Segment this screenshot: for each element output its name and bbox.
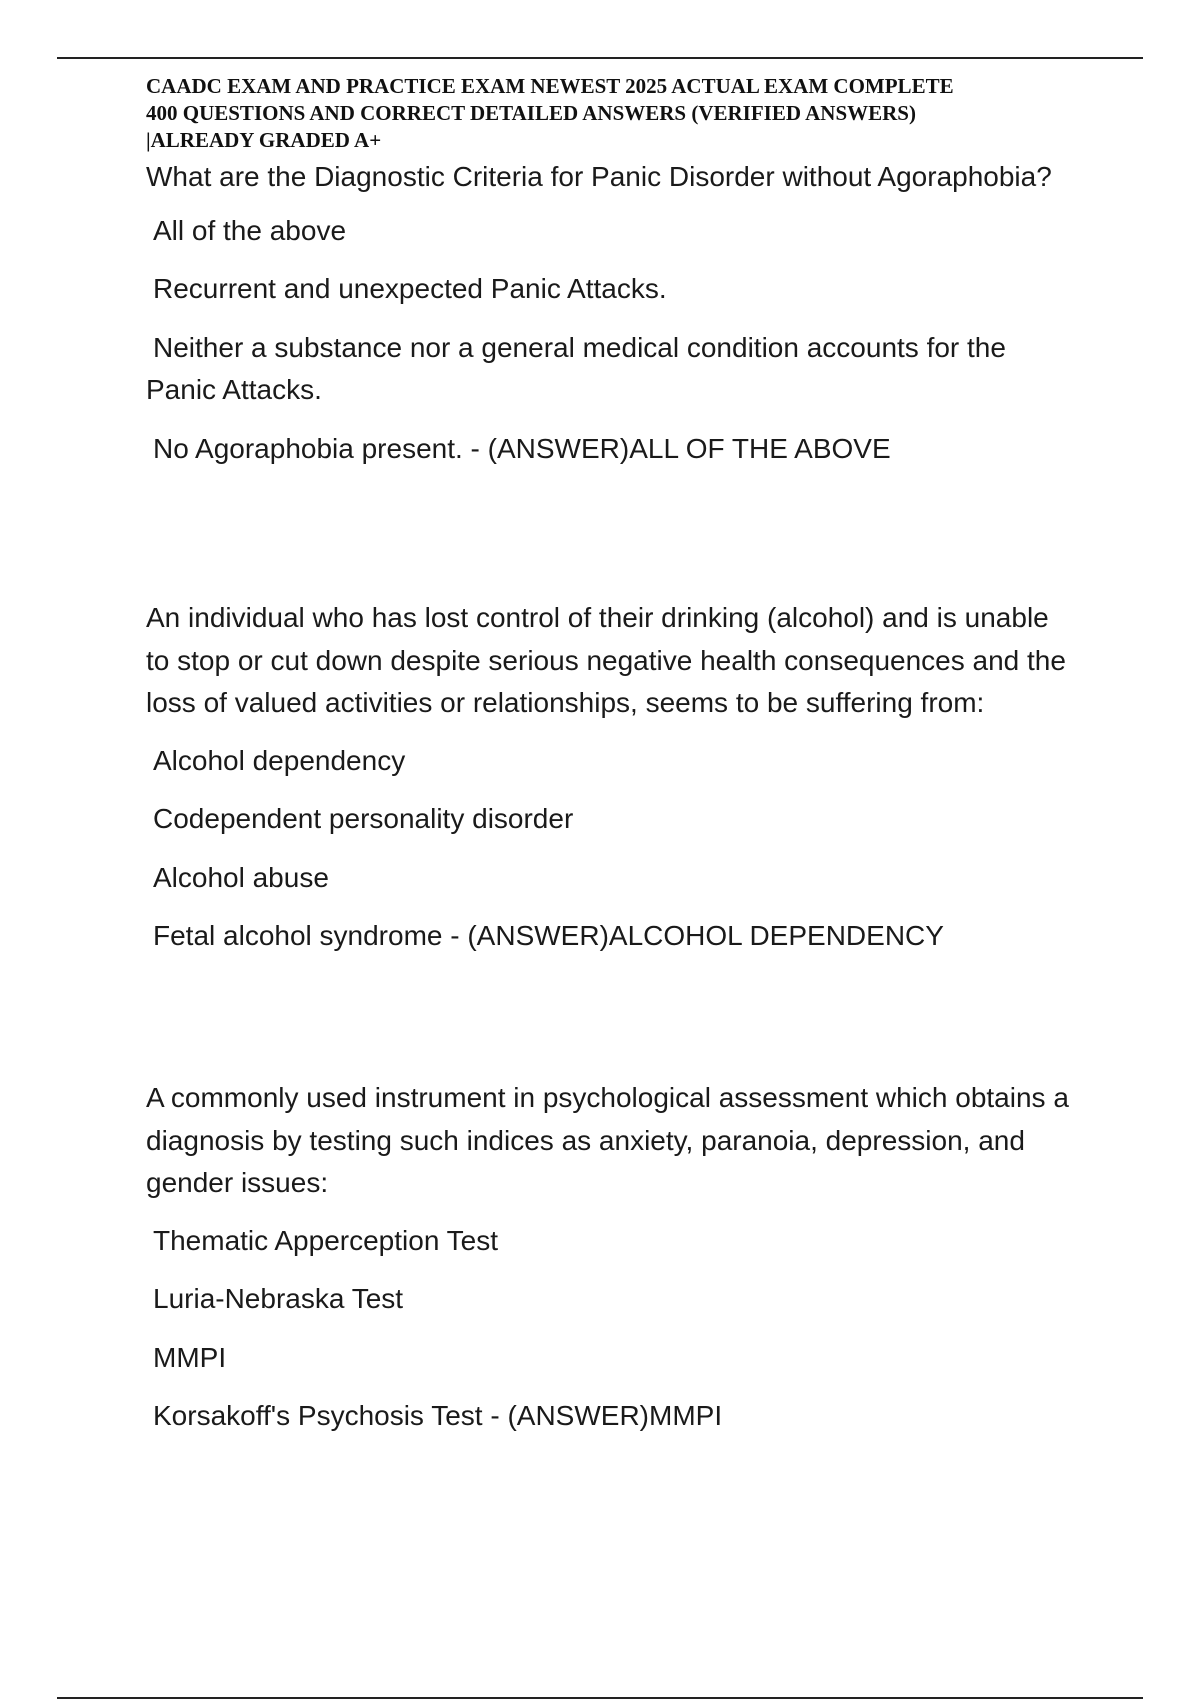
- option-item-answer: Korsakoff's Psychosis Test - (ANSWER)MMPI: [153, 1400, 723, 1431]
- option-list: [146, 210, 1076, 471]
- question-text: A commonly used instrument in psychological assessment which obtains a diagnosis by testing such indices as anxiety, paranoia, depression, and gender issues:: [146, 1082, 1069, 1198]
- question-block: [146, 156, 1076, 470]
- option-item: MMPI: [153, 1341, 227, 1373]
- option-item: Neither a substance nor a general medical condition accounts for the Panic Attacks.: [146, 331, 1006, 405]
- option-item: Luria-Nebraska Test: [153, 1283, 404, 1314]
- option-item: Codependent personality disorder: [153, 803, 574, 834]
- top-divider: [57, 57, 1143, 59]
- option-item: All of the above: [153, 214, 347, 246]
- option-list: [146, 740, 1076, 958]
- option-item: Recurrent and unexpected Panic Attacks.: [153, 273, 667, 304]
- option-item-answer: Fetal alcohol syndrome - (ANSWER)ALCOHOL DEPENDENCY: [153, 920, 944, 951]
- question-text: What are the Diagnostic Criteria for Panic Disorder without Agoraphobia?: [146, 161, 1052, 192]
- bottom-divider: [57, 1697, 1143, 1699]
- option-item: Alcohol abuse: [153, 861, 329, 893]
- question-text: An individual who has lost control of their drinking (alcohol) and is unable to stop or cut down despite serious negative health consequences and the loss of valued activities or relationships, seems to be suffering from:: [146, 602, 1066, 718]
- option-item-answer: No Agoraphobia present. - (ANSWER)ALL OF THE ABOVE: [153, 432, 891, 464]
- option-list: [146, 1220, 1076, 1438]
- document-title: CAADC EXAM AND PRACTICE EXAM NEWEST 2025 ACTUAL EXAM COMPLETE 400 QUESTIONS AND CORRECT DETAILED ANSWERS (VERIFIED ANSWERS) |ALREADY GRADED A+: [146, 74, 954, 152]
- option-item: Thematic Apperception Test: [153, 1224, 499, 1256]
- question-block: [146, 597, 1076, 958]
- question-block: [146, 1077, 1076, 1438]
- option-item: Alcohol dependency: [153, 744, 406, 776]
